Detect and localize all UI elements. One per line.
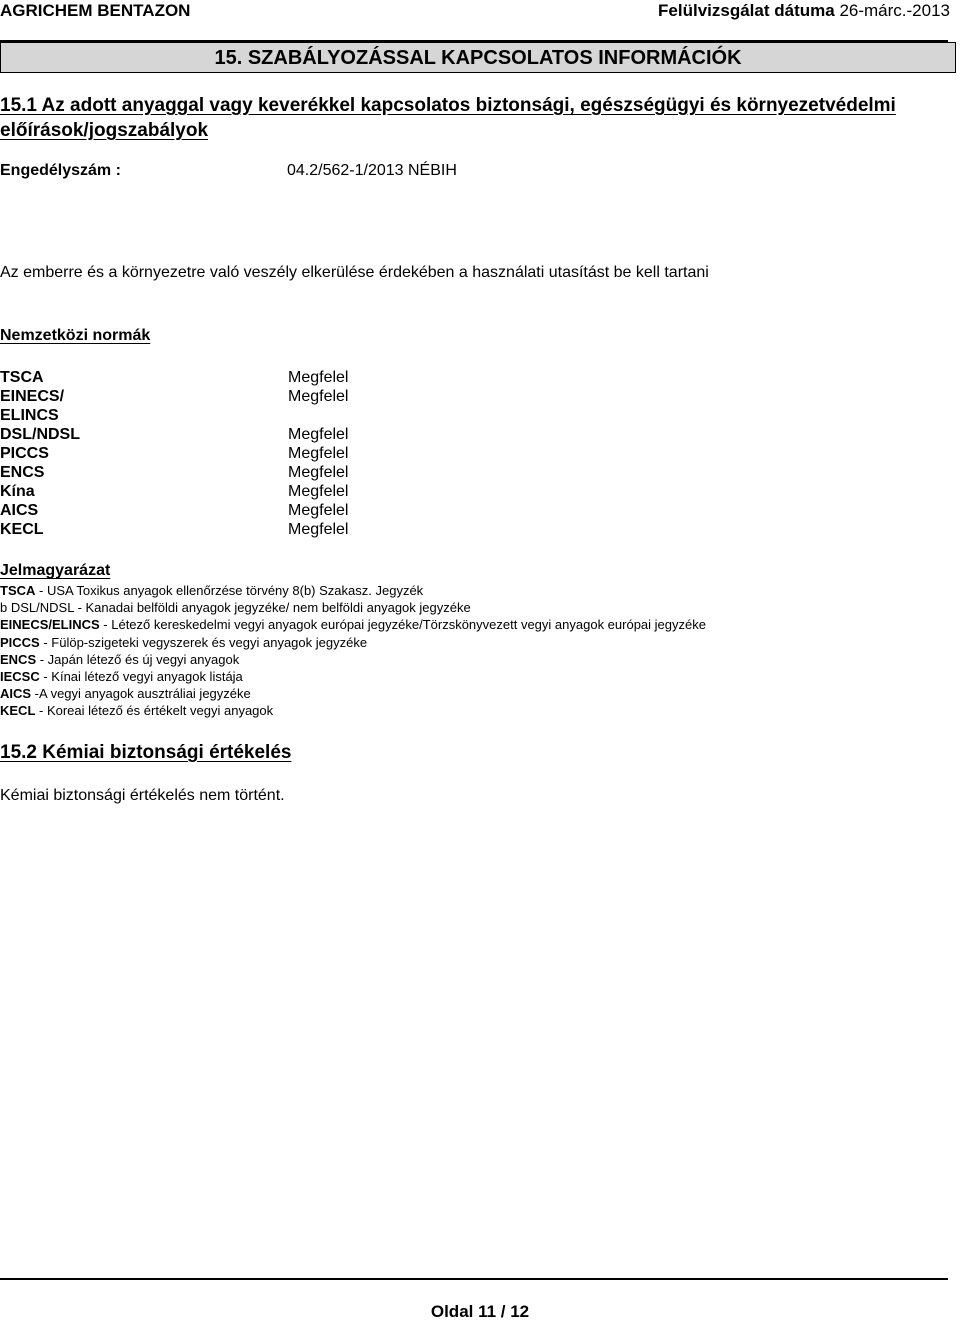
legend-abbr: TSCA — [0, 583, 36, 598]
compliance-value: Megfelel — [288, 369, 349, 386]
regulation-name: EINECS/ — [0, 388, 65, 405]
legend-text: - Kanadai belföldi anyagok jegyzéke/ nem belföldi anyagok jegyzéke — [73, 600, 471, 616]
regulation-name: TSCA — [0, 369, 44, 386]
compliance-value: Megfelel — [288, 445, 349, 462]
legend-abbr: KECL — [0, 703, 36, 719]
sub-heading-15-1 — [0, 93, 958, 143]
compliance-value — [288, 406, 348, 425]
page-number: Oldal 11 / 12 — [430, 1302, 530, 1321]
legend-text: - Japán létező és új vegyi anyagok — [36, 651, 240, 667]
legend-abbr: PICCS — [0, 634, 40, 650]
legend-text: - Koreai létező és értékelt vegyi anyagok — [35, 703, 274, 719]
regulation-name: AICS — [0, 502, 39, 519]
sub-heading-text: 15.1 Az adott anyaggal vagy keverékkel kapcsolatos biztonsági, egészségügyi és környezetvédelmi előírások/jogszabályok — [0, 95, 896, 141]
chemical-safety-text: Kémiai biztonsági értékelés nem történt. — [0, 787, 285, 804]
legend-text: -A vegyi anyagok ausztráliai jegyzéke — [31, 686, 251, 702]
license-label: Engedélyszám : — [0, 162, 121, 179]
legend-item — [0, 634, 706, 651]
compliance-value: Megfelel — [288, 483, 349, 500]
legend-item — [0, 685, 706, 702]
compliance-value: Megfelel — [288, 464, 349, 481]
legend-abbr: IECSC — [0, 668, 40, 684]
legend-text: - Kínai létező vegyi anyagok listája — [39, 668, 243, 684]
legend-abbr: ENCS — [0, 651, 37, 667]
regulation-name: Kína — [0, 483, 35, 500]
regulation-name: PICCS — [0, 445, 49, 462]
legend-item — [0, 651, 706, 668]
legend-text: - Létező kereskedelmi vegyi anyagok európai jegyzéke/Törzskönyvezett vegyi anyagok európai jegyzéke — [99, 617, 706, 633]
revision-label: Felülvizsgálat dátuma — [658, 1, 835, 20]
international-norms-heading: Nemzetközi normák — [0, 327, 151, 344]
compliance-list — [288, 368, 348, 539]
compliance-value: Megfelel — [288, 388, 349, 405]
legend-prefix: b — [0, 600, 11, 616]
legend-abbr: AICS — [0, 686, 32, 702]
legend-abbr: EINECS/ELINCS — [0, 617, 100, 633]
legend-list — [0, 582, 706, 720]
compliance-value: Megfelel — [288, 521, 349, 538]
legend-item — [0, 616, 706, 633]
legend-item — [0, 582, 706, 599]
compliance-value: Megfelel — [288, 426, 349, 443]
regulation-name: DSL/NDSL — [0, 426, 80, 443]
legend-item — [0, 599, 706, 616]
legend-heading: Jelmagyarázat — [0, 562, 111, 579]
revision-date: 26-márc.-2013 — [839, 1, 950, 20]
legend-item — [0, 702, 706, 719]
regulation-list — [0, 368, 80, 539]
usage-note: Az emberre és a környezetre való veszély elkerülése érdekében a használati utasítást be kell tartani — [0, 264, 709, 281]
legend-item — [0, 668, 706, 685]
company-name: AGRICHEM BENTAZON — [0, 1, 191, 20]
license-value: 04.2/562-1/2013 NÉBIH — [287, 162, 457, 179]
legend-text: - Fülöp-szigeteki vegyszerek és vegyi anyagok jegyzéke — [39, 634, 368, 650]
regulation-name: ELINCS — [0, 407, 59, 424]
section-title-bar: 15. SZABÁLYOZÁSSAL KAPCSOLATOS INFORMÁCIÓK — [0, 42, 956, 73]
legend-abbr: DSL/NDSL — [10, 600, 74, 616]
legend-text: - USA Toxikus anyagok ellenőrzése törvény 8(b) Szakasz. Jegyzék — [35, 583, 424, 598]
revision-date-block — [658, 0, 950, 22]
compliance-value: Megfelel — [288, 502, 349, 519]
regulation-name: KECL — [0, 521, 44, 538]
regulation-name: ENCS — [0, 464, 45, 481]
chemical-safety-heading: 15.2 Kémiai biztonsági értékelés — [0, 742, 292, 763]
footer-divider — [0, 1278, 948, 1280]
